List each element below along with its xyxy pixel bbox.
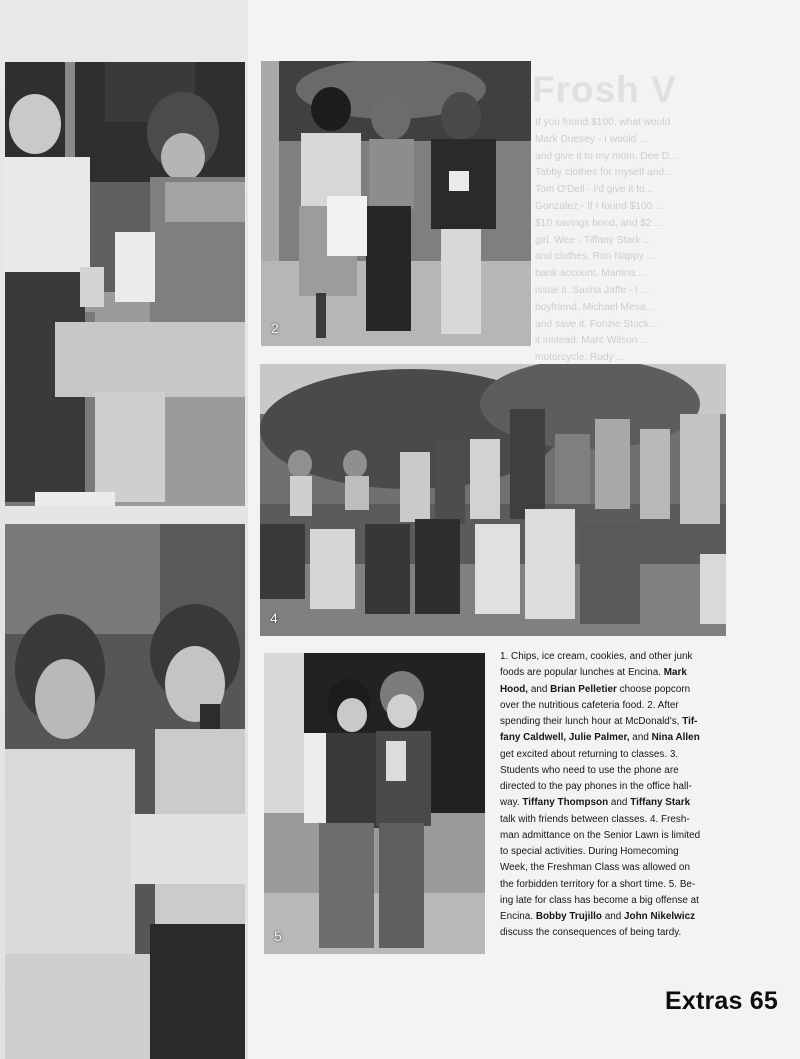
caption-line xyxy=(500,665,730,681)
photo-caption xyxy=(500,649,730,942)
bleed-through-text: If you found $100, what would Mark Duesey - I would ... and give it to my mom. Dee D... Tabby clothes for myself and... Tom O'Dell - I'd give it to... Gonzalez - If I found $100 ... $10 savings bond, and $2 ... girl. Wee - Tiffany Stark ... and clothes. Ron Nappy ... bank account. Martina ... issue it. Sasha Jaffe - I ... boyfriend. Michael Mesa... and save it. Fonzie Stock... it instead. Marc Wilson ... motorcycle. Rudy ... xyxy=(535,117,678,364)
caption-line xyxy=(500,860,730,876)
caption-line xyxy=(500,812,730,828)
caption-line xyxy=(500,909,730,925)
caption-student-name: Tiffany Thompson xyxy=(522,797,609,809)
caption-text: spending their lunch hour at McDonald's, xyxy=(500,716,683,727)
caption-line xyxy=(500,747,730,763)
caption-text: the forbidden territory for a short time. 5. Be- xyxy=(500,878,696,890)
page-number: 65 xyxy=(749,987,778,1015)
caption-student-name: Nina Allen xyxy=(651,732,700,744)
page-folio xyxy=(665,987,778,1016)
caption-line xyxy=(500,893,730,909)
bleed-through-title: Frosh V xyxy=(532,69,677,110)
caption-student-name: Tiffany Stark xyxy=(630,797,691,809)
caption-student-name: Tif- xyxy=(682,716,698,727)
caption-line xyxy=(500,795,730,811)
photo-popcorn-lunch-image xyxy=(5,62,245,506)
caption-text: choose popcorn xyxy=(616,683,691,695)
caption-text: foods are popular lunches at Encina. xyxy=(500,667,664,679)
caption-line xyxy=(500,649,730,665)
caption-student-name: Mark xyxy=(663,667,687,679)
photo-popcorn-lunch xyxy=(5,62,245,506)
caption-text: directed to the pay phones in the office hall- xyxy=(500,781,692,792)
caption-text: and xyxy=(601,911,625,922)
caption-text: ing late for class has become a big offense at xyxy=(500,894,699,906)
caption-student-name: Bobby Trujillo xyxy=(535,911,602,922)
caption-text: Encina. xyxy=(500,911,536,922)
caption-line xyxy=(500,730,730,746)
caption-line xyxy=(500,779,730,795)
photo-returning-to-class xyxy=(261,61,531,346)
caption-text: way. xyxy=(500,797,523,809)
caption-text: Week, the Freshman Class was allowed on xyxy=(500,862,690,874)
photo-number: 4 xyxy=(270,610,278,626)
caption-text: to special activities. During Homecoming xyxy=(500,846,679,857)
caption-text: and xyxy=(629,732,652,744)
caption-line xyxy=(500,682,730,698)
caption-text: talk with friends between classes. 4. Fresh- xyxy=(500,813,690,825)
caption-text: and xyxy=(608,797,631,809)
caption-line xyxy=(500,877,730,893)
photo-number: 5 xyxy=(274,928,282,944)
photo-senior-lawn-image xyxy=(260,364,726,636)
caption-student-name: Brian Pelletier xyxy=(550,683,617,695)
caption-line xyxy=(500,828,730,844)
photo-returning-to-class-image xyxy=(261,61,531,346)
caption-line xyxy=(500,925,730,941)
caption-text: 1. Chips, ice cream, cookies, and other junk xyxy=(500,651,693,662)
caption-student-name: John Nikelwicz xyxy=(624,911,696,922)
photo-pay-phones-image xyxy=(5,524,245,1059)
caption-text: get excited about returning to classes. 3. xyxy=(500,748,679,760)
caption-text: discuss the consequences of being tardy. xyxy=(500,927,682,939)
photo-pay-phones xyxy=(5,524,245,1059)
photo-senior-lawn xyxy=(260,364,726,636)
caption-line xyxy=(500,698,730,714)
photo-number: 2 xyxy=(271,320,279,336)
photo-tardy-students xyxy=(264,653,485,954)
caption-line xyxy=(500,714,730,730)
caption-line xyxy=(500,844,730,860)
caption-student-name: fany Caldwell, Julie Palmer, xyxy=(500,732,630,744)
caption-text: Students who need to use the phone are xyxy=(500,764,679,776)
photo-tardy-students-image xyxy=(264,653,485,954)
caption-text: and xyxy=(528,683,551,695)
section-name: Extras xyxy=(664,987,743,1015)
caption-text: man admittance on the Senior Lawn is limited xyxy=(500,829,701,841)
caption-student-name: Hood, xyxy=(500,683,529,695)
caption-line xyxy=(500,763,730,779)
caption-text: over the nutritious cafeteria food. 2. After xyxy=(500,699,679,711)
